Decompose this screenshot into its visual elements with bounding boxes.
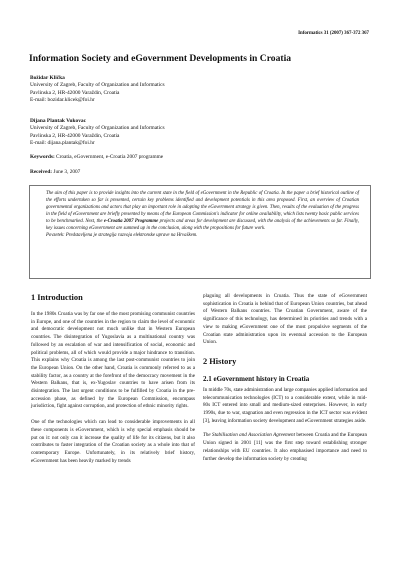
paragraph-gap <box>203 425 367 432</box>
author-address: Pavlinska 2, HR-42000 Varaždin, Croatia <box>30 132 120 139</box>
paragraph: In middle 70s, state administration and large companies applied information and telecommunication technologies (ICT) to a considerable extent, while in mid-80s ICT entered into small and medium-sized enterprises. However, in early 1990s, due to war, stagnation and even regression in the ICT sector was evident [3], leaving information society development and eGovernment strategies aside. <box>203 386 367 424</box>
author-email[interactable]: E-mail: dijana.plantak@foi.hr <box>30 139 95 146</box>
paragraph: In the 1980s Croatia was by far one of the most promising communist countries in Europe, and one of the countries in the region to claim the level of economic and democratic development not much unlike that in Western European countries. The disintegration of Yugoslavia as a multinational country was followed by an escalation of war and intensification of social, economic and political problems, all of which would provide a major hindrance to transition. This explains why Croatia is among the last post-communist countries to join the European Union. On the other hand, Croatia is commonly referred to as a stability factor, as a country at the forefront of the democracy movement in the Western Balkans, that is, ex-Yugoslav countries to have arisen from its disintegration. The last urgent conditions to be fulfilled by Croatia in the pre-accession phase, as defined by the European Commission, encompass jurisdiction, fight against corruption, and protection of ethnic minority rights. <box>31 311 195 410</box>
subsection-heading: 2.1 eGovernment history in Croatia <box>203 374 310 383</box>
author-affiliation: University of Zagreb, Faculty of Organization and Informatics <box>30 125 165 132</box>
received-line <box>30 169 80 175</box>
author-block <box>30 118 290 147</box>
abstract-text-part: The aim of this paper is to provide insights into the current state in the field of eGovernment in the Republic of Croatia. In the paper a brief historical outline of the efforts undertaken so far is presented, certain key problems identified and development potentials in this area proposed. First, an overview of Croatian governmental organizations and actors that play an important role in adopting the eGovernment strategy is given. Then, results of the evaluation of the progress in the field of eGovernment are briefly presented by means of the European Commission's indicator for online availability, which lists twenty basic public services to be benchmarked. Next, the <box>46 191 359 224</box>
paragraph: plaguing all developments in Croatia. Thus the state of eGovernment sophistication in Croatia is behind that of European Union countries, but ahead of Western Balkans countries. The Croatian Government, aware of the significance of this technology, has determined its priorities and trends with a view to making eGovernment one of the most propulsive segments of the Croatian state administration upon its eventual accession to the European Union. <box>203 293 367 346</box>
author-address: Pavlinska 2, HR-42000 Varaždin, Croatia <box>30 89 120 96</box>
paragraph-gap <box>31 411 195 419</box>
paragraph-text: between Croatia and the European Union signed in 2001 [11] was the first step toward establishing stronger relationships with EU countries. It also emphasised importance and need to further develop the information society by creating <box>203 432 367 462</box>
author-block <box>30 75 290 104</box>
agreement-name: The Stabilisation and Association Agreement <box>203 432 296 439</box>
abstract-text-part: projects and areas for development are discussed, with the analysis of the achievements so far. Finally, key issues concerning eGovernment are summed up in the conclusion, along with the propositions for future work. <box>46 219 359 231</box>
section-gap <box>203 347 367 357</box>
paper-title: Information Society and eGovernment Developments in Croatia <box>29 53 292 64</box>
section-heading-introduction: 1 Introduction <box>31 293 83 302</box>
author-email[interactable]: E-mail: bozidar.klicek@foi.hr <box>30 96 95 103</box>
received-date: June 3, 2007 <box>53 169 81 175</box>
running-head: Informatics 31 (2007) 367-372 367 <box>298 31 369 36</box>
author-affiliation: University of Zagreb, Faculty of Organization and Informatics <box>30 82 165 89</box>
paragraph: One of the technologies which can lead to considerable improvements in all these components is eGovernment, which is why special emphasis should be put on it: not only can it increase the quality of life for its citizens, but it also contributes to faster integration of the Croatian society as a whole into that of contemporary Europe. Unfortunately, in its relatively brief history, eGovernment has been heavily marked by trends <box>31 419 195 464</box>
keywords-line <box>30 154 163 160</box>
keywords-text: Croatia, eGovernment, e-Croatia 2007 programme <box>56 154 164 160</box>
received-label: Received: <box>30 169 53 175</box>
author-name: Dijana Plantak Vukovac <box>30 118 87 124</box>
right-column <box>203 293 367 463</box>
keywords-label: Keywords: <box>30 154 55 160</box>
abstract-text <box>46 190 359 239</box>
abstract-croatian-summary: Povzetek: Predstavljena je strategija razvoja elektronske uprave na Hrvaškem. <box>46 233 198 238</box>
section-heading-history: 2 History <box>203 356 237 366</box>
left-column <box>31 293 195 465</box>
abstract-programme-name: e-Croatia 2007 Programme <box>103 219 159 224</box>
abstract-box <box>29 185 371 279</box>
author-name: Božidar Klička <box>30 75 65 81</box>
paragraph <box>203 432 367 463</box>
